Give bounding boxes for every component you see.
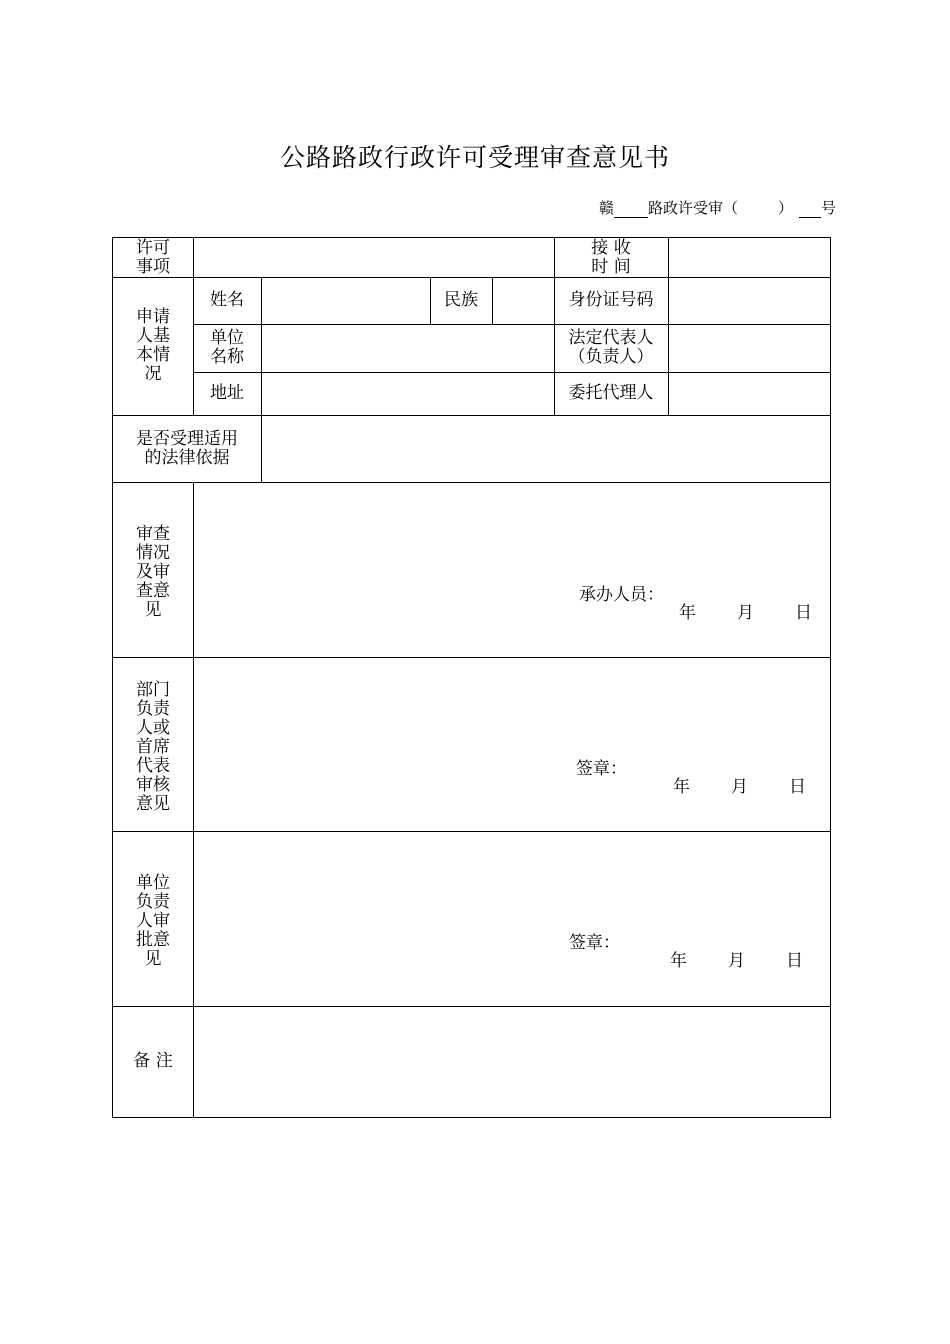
review-date-year: 年: [679, 603, 696, 623]
id-number-field[interactable]: [669, 278, 830, 324]
doc-number-mid: 路政许受审（: [647, 199, 738, 217]
unit-date-year: 年: [670, 951, 687, 971]
receive-time-field[interactable]: [669, 238, 830, 277]
agent-label: 委托代理人: [568, 383, 654, 403]
doc-number-paren-close: ）: [777, 199, 793, 217]
dept-review-label: 部门 负责 人或 首席 代表 审核 意见: [136, 680, 170, 814]
unit-name-field[interactable]: [262, 325, 554, 372]
address-label: 地址: [210, 383, 244, 403]
dept-date-month: 月: [731, 777, 748, 797]
document-number: [599, 197, 836, 218]
review-field[interactable]: [194, 483, 830, 657]
agent-field[interactable]: [669, 373, 830, 415]
legal-rep-field[interactable]: [669, 325, 830, 372]
dept-review-field[interactable]: [194, 658, 830, 831]
handler-label: 承办人员：: [579, 585, 664, 605]
page-title: 公路路政行政许可受理审查意见书: [279, 143, 670, 172]
unit-seal-label: 签章：: [569, 933, 620, 953]
review-date-month: 月: [737, 603, 754, 623]
unit-approval-label: 单位 负责 人审 批意 见: [136, 873, 170, 969]
applicant-info-label: 申请 人基 本情 况: [136, 307, 170, 384]
legal-rep-label: 法定代表人 （负责人）: [568, 328, 654, 367]
unit-date-month: 月: [728, 951, 745, 971]
dept-seal-label: 签章：: [576, 759, 627, 779]
doc-number-suffix: 号: [820, 199, 836, 217]
legal-basis-field[interactable]: [262, 416, 830, 482]
unit-name-label: 单位 名称: [210, 328, 244, 367]
name-field[interactable]: [262, 278, 430, 324]
remarks-field[interactable]: [194, 1007, 830, 1117]
address-field[interactable]: [262, 373, 554, 415]
receive-time-label: 接 收 时 间: [591, 237, 631, 277]
dept-date-day: 日: [789, 777, 806, 797]
doc-number-blank-1[interactable]: [614, 203, 648, 218]
form-table: [112, 237, 831, 1118]
doc-number-blank-2[interactable]: [799, 203, 821, 218]
permit-item-field[interactable]: [194, 238, 554, 277]
review-label: 审查 情况 及审 查意 见: [136, 524, 170, 620]
doc-number-prefix: 赣: [598, 199, 614, 217]
dept-date-year: 年: [673, 777, 690, 797]
remarks-label: 备 注: [133, 1051, 173, 1071]
unit-approval-field[interactable]: [194, 832, 830, 1006]
permit-item-label: 许可 事项: [136, 237, 170, 277]
review-date-day: 日: [795, 603, 812, 623]
ethnicity-field[interactable]: [493, 278, 554, 324]
id-number-label: 身份证号码: [568, 290, 654, 310]
unit-date-day: 日: [786, 951, 803, 971]
ethnicity-label: 民族: [444, 290, 478, 310]
legal-basis-label: 是否受理适用 的法律依据: [136, 428, 238, 468]
name-label: 姓名: [210, 290, 244, 310]
